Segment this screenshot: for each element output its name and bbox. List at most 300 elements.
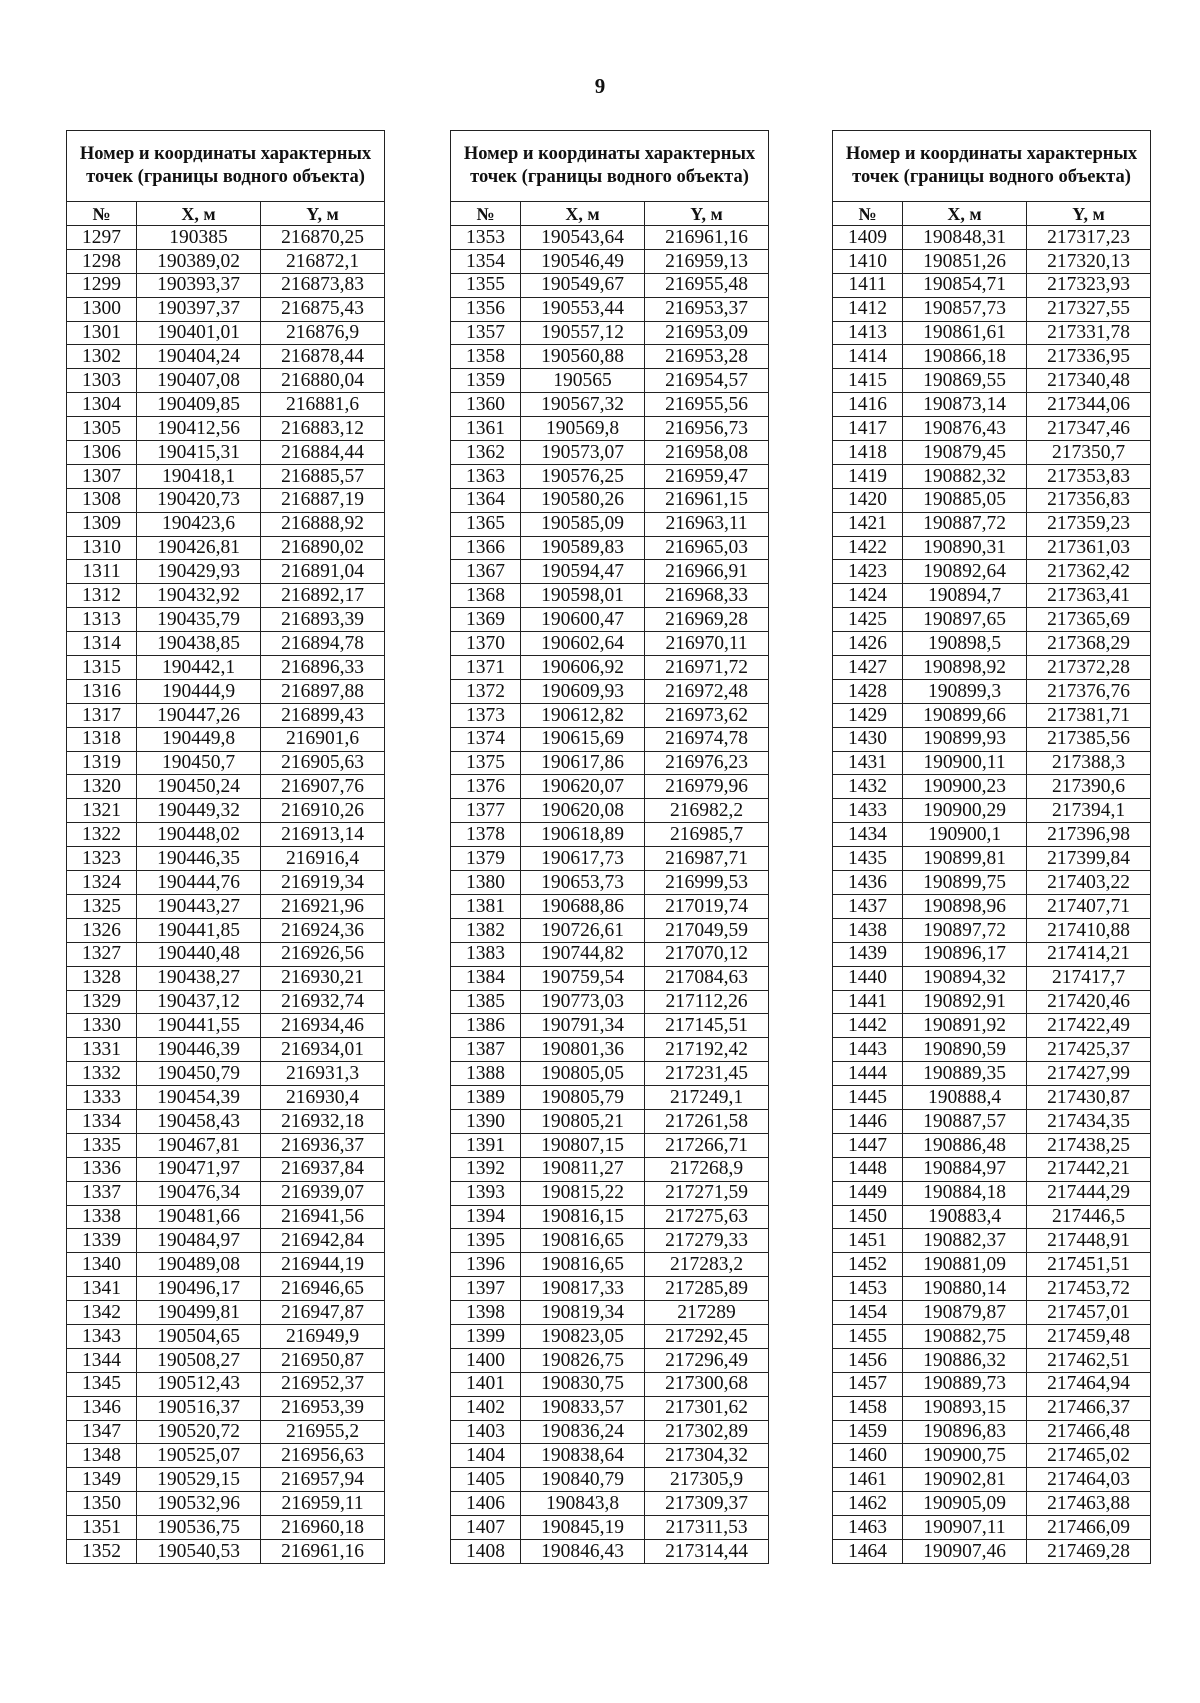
x-coordinate-cell: 190653,73 [521, 871, 645, 895]
y-coordinate-cell: 217466,48 [1027, 1420, 1151, 1444]
column-header-y: Y, м [261, 202, 385, 226]
x-coordinate-cell: 190907,11 [903, 1516, 1027, 1540]
point-number-cell: 1357 [451, 321, 521, 345]
point-number-cell: 1367 [451, 560, 521, 584]
y-coordinate-cell: 216875,43 [261, 297, 385, 321]
point-number-cell: 1382 [451, 918, 521, 942]
y-coordinate-cell: 216887,19 [261, 488, 385, 512]
point-number-cell: 1381 [451, 894, 521, 918]
x-coordinate-cell: 190876,43 [903, 417, 1027, 441]
x-coordinate-cell: 190889,73 [903, 1372, 1027, 1396]
table-row [833, 942, 1151, 966]
x-coordinate-cell: 190444,9 [137, 679, 261, 703]
x-coordinate-cell: 190836,24 [521, 1420, 645, 1444]
table-row [451, 1038, 769, 1062]
table-row [833, 249, 1151, 273]
x-coordinate-cell: 190481,66 [137, 1205, 261, 1229]
table-row [67, 1277, 385, 1301]
table-row [67, 1372, 385, 1396]
x-coordinate-cell: 190569,8 [521, 417, 645, 441]
table-row [451, 775, 769, 799]
table-row [833, 1372, 1151, 1396]
y-coordinate-cell: 217394,1 [1027, 799, 1151, 823]
x-coordinate-cell: 190882,75 [903, 1324, 1027, 1348]
point-number-cell: 1397 [451, 1277, 521, 1301]
table-caption: Номер и координаты характерных точек (границы водного объекта) [67, 131, 385, 202]
y-coordinate-cell: 217356,83 [1027, 488, 1151, 512]
table-row [833, 536, 1151, 560]
x-coordinate-cell: 190890,59 [903, 1038, 1027, 1062]
y-coordinate-cell: 217385,56 [1027, 727, 1151, 751]
x-coordinate-cell: 190450,79 [137, 1062, 261, 1086]
point-number-cell: 1363 [451, 464, 521, 488]
y-coordinate-cell: 217372,28 [1027, 656, 1151, 680]
table-row [451, 1157, 769, 1181]
point-number-cell: 1429 [833, 703, 903, 727]
table-row [451, 632, 769, 656]
table-row [833, 1420, 1151, 1444]
x-coordinate-cell: 190617,86 [521, 751, 645, 775]
x-coordinate-cell: 190446,39 [137, 1038, 261, 1062]
point-number-cell: 1352 [67, 1539, 137, 1563]
point-number-cell: 1462 [833, 1492, 903, 1516]
table-row [833, 1324, 1151, 1348]
point-number-cell: 1338 [67, 1205, 137, 1229]
table-row [833, 441, 1151, 465]
point-number-cell: 1450 [833, 1205, 903, 1229]
table-row [67, 536, 385, 560]
table-row [833, 1133, 1151, 1157]
point-number-cell: 1433 [833, 799, 903, 823]
table-row [67, 942, 385, 966]
x-coordinate-cell: 190420,73 [137, 488, 261, 512]
y-coordinate-cell: 216890,02 [261, 536, 385, 560]
x-coordinate-cell: 190389,02 [137, 249, 261, 273]
point-number-cell: 1300 [67, 297, 137, 321]
table-row [67, 1301, 385, 1325]
column-header-x: X, м [521, 202, 645, 226]
y-coordinate-cell: 217362,42 [1027, 560, 1151, 584]
y-coordinate-cell: 216953,28 [645, 345, 769, 369]
point-number-cell: 1304 [67, 393, 137, 417]
y-coordinate-cell: 216952,37 [261, 1372, 385, 1396]
x-coordinate-cell: 190532,96 [137, 1492, 261, 1516]
table-row [451, 345, 769, 369]
x-coordinate-cell: 190435,79 [137, 608, 261, 632]
y-coordinate-cell: 217453,72 [1027, 1277, 1151, 1301]
table-row [67, 632, 385, 656]
point-number-cell: 1416 [833, 393, 903, 417]
y-coordinate-cell: 216969,28 [645, 608, 769, 632]
table-row [67, 1157, 385, 1181]
point-number-cell: 1317 [67, 703, 137, 727]
x-coordinate-cell: 190899,75 [903, 871, 1027, 895]
y-coordinate-cell: 216894,78 [261, 632, 385, 656]
y-coordinate-cell: 216872,1 [261, 249, 385, 273]
point-number-cell: 1336 [67, 1157, 137, 1181]
point-number-cell: 1424 [833, 584, 903, 608]
x-coordinate-cell: 190899,81 [903, 847, 1027, 871]
y-coordinate-cell: 217469,28 [1027, 1539, 1151, 1563]
point-number-cell: 1410 [833, 249, 903, 273]
x-coordinate-cell: 190891,92 [903, 1014, 1027, 1038]
y-coordinate-cell: 217249,1 [645, 1086, 769, 1110]
x-coordinate-cell: 190385 [137, 226, 261, 250]
table-row [67, 297, 385, 321]
y-coordinate-cell: 217019,74 [645, 894, 769, 918]
point-number-cell: 1374 [451, 727, 521, 751]
point-number-cell: 1354 [451, 249, 521, 273]
point-number-cell: 1418 [833, 441, 903, 465]
table-row [833, 990, 1151, 1014]
point-number-cell: 1314 [67, 632, 137, 656]
point-number-cell: 1415 [833, 369, 903, 393]
x-coordinate-cell: 190609,93 [521, 679, 645, 703]
y-coordinate-cell: 217314,44 [645, 1539, 769, 1563]
y-coordinate-cell: 217353,83 [1027, 464, 1151, 488]
y-coordinate-cell: 216880,04 [261, 369, 385, 393]
point-number-cell: 1400 [451, 1348, 521, 1372]
point-number-cell: 1394 [451, 1205, 521, 1229]
y-coordinate-cell: 217285,89 [645, 1277, 769, 1301]
point-number-cell: 1318 [67, 727, 137, 751]
y-coordinate-cell: 217407,71 [1027, 894, 1151, 918]
x-coordinate-cell: 190898,96 [903, 894, 1027, 918]
column-header-number: № [67, 202, 137, 226]
table-row [67, 1181, 385, 1205]
y-coordinate-cell: 217368,29 [1027, 632, 1151, 656]
point-number-cell: 1370 [451, 632, 521, 656]
point-number-cell: 1348 [67, 1444, 137, 1468]
y-coordinate-cell: 217465,02 [1027, 1444, 1151, 1468]
point-number-cell: 1449 [833, 1181, 903, 1205]
x-coordinate-cell: 190471,97 [137, 1157, 261, 1181]
table-row [451, 1539, 769, 1563]
x-coordinate-cell: 190807,15 [521, 1133, 645, 1157]
y-coordinate-cell: 217292,45 [645, 1324, 769, 1348]
y-coordinate-cell: 216959,13 [645, 249, 769, 273]
point-number-cell: 1387 [451, 1038, 521, 1062]
table-row [833, 1396, 1151, 1420]
y-coordinate-cell: 216959,11 [261, 1492, 385, 1516]
y-coordinate-cell: 217462,51 [1027, 1348, 1151, 1372]
y-coordinate-cell: 217231,45 [645, 1062, 769, 1086]
x-coordinate-cell: 190598,01 [521, 584, 645, 608]
x-coordinate-cell: 190404,24 [137, 345, 261, 369]
x-coordinate-cell: 190449,8 [137, 727, 261, 751]
table-row [451, 1205, 769, 1229]
y-coordinate-cell: 217271,59 [645, 1181, 769, 1205]
column-header-x: X, м [903, 202, 1027, 226]
table-row [833, 1229, 1151, 1253]
table-row [451, 584, 769, 608]
point-number-cell: 1458 [833, 1396, 903, 1420]
table-row [451, 393, 769, 417]
table-row [833, 823, 1151, 847]
y-coordinate-cell: 216930,4 [261, 1086, 385, 1110]
y-coordinate-cell: 217283,2 [645, 1253, 769, 1277]
table-row [67, 799, 385, 823]
y-coordinate-cell: 217442,21 [1027, 1157, 1151, 1181]
y-coordinate-cell: 216953,09 [645, 321, 769, 345]
y-coordinate-cell: 217417,7 [1027, 966, 1151, 990]
point-number-cell: 1320 [67, 775, 137, 799]
y-coordinate-cell: 216954,57 [645, 369, 769, 393]
x-coordinate-cell: 190602,64 [521, 632, 645, 656]
point-number-cell: 1351 [67, 1516, 137, 1540]
x-coordinate-cell: 190879,87 [903, 1301, 1027, 1325]
table-row [451, 1301, 769, 1325]
point-number-cell: 1309 [67, 512, 137, 536]
y-coordinate-cell: 216931,3 [261, 1062, 385, 1086]
point-number-cell: 1335 [67, 1133, 137, 1157]
y-coordinate-cell: 217376,76 [1027, 679, 1151, 703]
point-number-cell: 1319 [67, 751, 137, 775]
table-row [833, 560, 1151, 584]
point-number-cell: 1377 [451, 799, 521, 823]
point-number-cell: 1455 [833, 1324, 903, 1348]
x-coordinate-cell: 190525,07 [137, 1444, 261, 1468]
y-coordinate-cell: 217302,89 [645, 1420, 769, 1444]
point-number-cell: 1408 [451, 1539, 521, 1563]
y-coordinate-cell: 216876,9 [261, 321, 385, 345]
y-coordinate-cell: 216939,07 [261, 1181, 385, 1205]
x-coordinate-cell: 190546,49 [521, 249, 645, 273]
point-number-cell: 1385 [451, 990, 521, 1014]
x-coordinate-cell: 190888,4 [903, 1086, 1027, 1110]
point-number-cell: 1343 [67, 1324, 137, 1348]
point-number-cell: 1360 [451, 393, 521, 417]
point-number-cell: 1375 [451, 751, 521, 775]
table-row [451, 1014, 769, 1038]
table-row [451, 1277, 769, 1301]
y-coordinate-cell: 216958,08 [645, 441, 769, 465]
table-row [451, 1396, 769, 1420]
table-row [451, 1109, 769, 1133]
y-coordinate-cell: 217463,88 [1027, 1492, 1151, 1516]
point-number-cell: 1425 [833, 608, 903, 632]
x-coordinate-cell: 190442,1 [137, 656, 261, 680]
x-coordinate-cell: 190899,3 [903, 679, 1027, 703]
point-number-cell: 1384 [451, 966, 521, 990]
x-coordinate-cell: 190816,15 [521, 1205, 645, 1229]
x-coordinate-cell: 190580,26 [521, 488, 645, 512]
point-number-cell: 1417 [833, 417, 903, 441]
point-number-cell: 1435 [833, 847, 903, 871]
point-number-cell: 1426 [833, 632, 903, 656]
y-coordinate-cell: 217414,21 [1027, 942, 1151, 966]
table-row [451, 1348, 769, 1372]
y-coordinate-cell: 217459,48 [1027, 1324, 1151, 1348]
y-coordinate-cell: 217466,37 [1027, 1396, 1151, 1420]
point-number-cell: 1366 [451, 536, 521, 560]
y-coordinate-cell: 216941,56 [261, 1205, 385, 1229]
y-coordinate-cell: 216896,33 [261, 656, 385, 680]
y-coordinate-cell: 216934,46 [261, 1014, 385, 1038]
y-coordinate-cell: 216944,19 [261, 1253, 385, 1277]
table-row [451, 1516, 769, 1540]
y-coordinate-cell: 217434,35 [1027, 1109, 1151, 1133]
y-coordinate-cell: 216881,6 [261, 393, 385, 417]
table-row [451, 1253, 769, 1277]
point-number-cell: 1307 [67, 464, 137, 488]
y-coordinate-cell: 216973,62 [645, 703, 769, 727]
x-coordinate-cell: 190805,79 [521, 1086, 645, 1110]
y-coordinate-cell: 217388,3 [1027, 751, 1151, 775]
point-number-cell: 1436 [833, 871, 903, 895]
table-row [451, 703, 769, 727]
point-number-cell: 1333 [67, 1086, 137, 1110]
x-coordinate-cell: 190887,72 [903, 512, 1027, 536]
table-row [451, 990, 769, 1014]
x-coordinate-cell: 190897,72 [903, 918, 1027, 942]
table-row [833, 297, 1151, 321]
table-row [833, 1062, 1151, 1086]
y-coordinate-cell: 217145,51 [645, 1014, 769, 1038]
x-coordinate-cell: 190426,81 [137, 536, 261, 560]
table-row [451, 1468, 769, 1492]
table-row [451, 321, 769, 345]
point-number-cell: 1298 [67, 249, 137, 273]
table-row [451, 417, 769, 441]
y-coordinate-cell: 216961,16 [261, 1539, 385, 1563]
x-coordinate-cell: 190516,37 [137, 1396, 261, 1420]
table-row [67, 226, 385, 250]
table-row [833, 393, 1151, 417]
y-coordinate-cell: 216955,56 [645, 393, 769, 417]
x-coordinate-cell: 190880,14 [903, 1277, 1027, 1301]
x-coordinate-cell: 190900,29 [903, 799, 1027, 823]
point-number-cell: 1371 [451, 656, 521, 680]
y-coordinate-cell: 216966,91 [645, 560, 769, 584]
table-row [67, 369, 385, 393]
y-coordinate-cell: 217422,49 [1027, 1014, 1151, 1038]
y-coordinate-cell: 217279,33 [645, 1229, 769, 1253]
table-row [451, 441, 769, 465]
x-coordinate-cell: 190893,15 [903, 1396, 1027, 1420]
table-row [67, 345, 385, 369]
y-coordinate-cell: 217320,13 [1027, 249, 1151, 273]
point-number-cell: 1411 [833, 273, 903, 297]
y-coordinate-cell: 217340,48 [1027, 369, 1151, 393]
x-coordinate-cell: 190393,37 [137, 273, 261, 297]
point-number-cell: 1323 [67, 847, 137, 871]
table-row [451, 560, 769, 584]
point-number-cell: 1438 [833, 918, 903, 942]
x-coordinate-cell: 190791,34 [521, 1014, 645, 1038]
table-row [833, 727, 1151, 751]
x-coordinate-cell: 190606,92 [521, 656, 645, 680]
x-coordinate-cell: 190496,17 [137, 1277, 261, 1301]
point-number-cell: 1331 [67, 1038, 137, 1062]
x-coordinate-cell: 190801,36 [521, 1038, 645, 1062]
table-row [833, 847, 1151, 871]
y-coordinate-cell: 217323,93 [1027, 273, 1151, 297]
y-coordinate-cell: 217300,68 [645, 1372, 769, 1396]
x-coordinate-cell: 190900,11 [903, 751, 1027, 775]
table-row [67, 966, 385, 990]
table-row [833, 464, 1151, 488]
table-row [833, 775, 1151, 799]
table-row [67, 871, 385, 895]
x-coordinate-cell: 190896,17 [903, 942, 1027, 966]
x-coordinate-cell: 190811,27 [521, 1157, 645, 1181]
point-number-cell: 1403 [451, 1420, 521, 1444]
y-coordinate-cell: 216999,53 [645, 871, 769, 895]
x-coordinate-cell: 190898,92 [903, 656, 1027, 680]
x-coordinate-cell: 190900,23 [903, 775, 1027, 799]
table-row [67, 894, 385, 918]
table-row [451, 679, 769, 703]
point-number-cell: 1312 [67, 584, 137, 608]
y-coordinate-cell: 217268,9 [645, 1157, 769, 1181]
point-number-cell: 1342 [67, 1301, 137, 1325]
point-number-cell: 1379 [451, 847, 521, 871]
table-row [451, 918, 769, 942]
table-row [833, 703, 1151, 727]
y-coordinate-cell: 216976,23 [645, 751, 769, 775]
table-row [833, 1468, 1151, 1492]
x-coordinate-cell: 190898,5 [903, 632, 1027, 656]
y-coordinate-cell: 217112,26 [645, 990, 769, 1014]
y-coordinate-cell: 217049,59 [645, 918, 769, 942]
y-coordinate-cell: 216950,87 [261, 1348, 385, 1372]
x-coordinate-cell: 190415,31 [137, 441, 261, 465]
x-coordinate-cell: 190838,64 [521, 1444, 645, 1468]
x-coordinate-cell: 190886,48 [903, 1133, 1027, 1157]
table-row [833, 369, 1151, 393]
y-coordinate-cell: 217396,98 [1027, 823, 1151, 847]
y-coordinate-cell: 217311,53 [645, 1516, 769, 1540]
point-number-cell: 1463 [833, 1516, 903, 1540]
y-coordinate-cell: 217192,42 [645, 1038, 769, 1062]
point-number-cell: 1301 [67, 321, 137, 345]
point-number-cell: 1440 [833, 966, 903, 990]
y-coordinate-cell: 216953,39 [261, 1396, 385, 1420]
y-coordinate-cell: 216974,78 [645, 727, 769, 751]
x-coordinate-cell: 190615,69 [521, 727, 645, 751]
x-coordinate-cell: 190805,21 [521, 1109, 645, 1133]
y-coordinate-cell: 216884,44 [261, 441, 385, 465]
x-coordinate-cell: 190617,73 [521, 847, 645, 871]
point-number-cell: 1421 [833, 512, 903, 536]
point-number-cell: 1457 [833, 1372, 903, 1396]
table-row [833, 512, 1151, 536]
table-row [451, 656, 769, 680]
table-row [67, 1014, 385, 1038]
y-coordinate-cell: 216972,48 [645, 679, 769, 703]
point-number-cell: 1359 [451, 369, 521, 393]
y-coordinate-cell: 217427,99 [1027, 1062, 1151, 1086]
y-coordinate-cell: 217390,6 [1027, 775, 1151, 799]
table-row [451, 1492, 769, 1516]
x-coordinate-cell: 190618,89 [521, 823, 645, 847]
x-coordinate-cell: 190882,32 [903, 464, 1027, 488]
table-row [833, 1444, 1151, 1468]
x-coordinate-cell: 190879,45 [903, 441, 1027, 465]
point-number-cell: 1361 [451, 417, 521, 441]
y-coordinate-cell: 217350,7 [1027, 441, 1151, 465]
y-coordinate-cell: 216930,21 [261, 966, 385, 990]
table-row [833, 656, 1151, 680]
table-row [67, 273, 385, 297]
point-number-cell: 1310 [67, 536, 137, 560]
x-coordinate-cell: 190449,32 [137, 799, 261, 823]
point-number-cell: 1386 [451, 1014, 521, 1038]
x-coordinate-cell: 190565 [521, 369, 645, 393]
table-row [451, 369, 769, 393]
x-coordinate-cell: 190869,55 [903, 369, 1027, 393]
